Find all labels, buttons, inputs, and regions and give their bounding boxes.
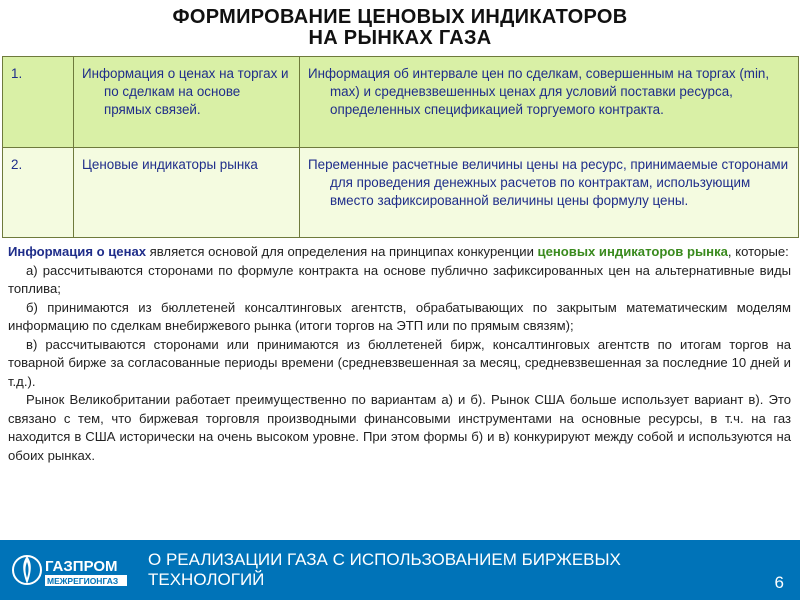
highlight-price-info: Информация о ценах [8,244,147,259]
paragraph-a: а) рассчитываются сторонами по формуле контракта на основе публично зафиксированных цен на альтернативные виды топлива; [8,262,791,296]
table-row [3,57,799,148]
row-title [74,148,300,238]
indicators-table [2,56,799,238]
row-description-text: Переменные расчетные величины цены на ресурс, принимаемые сторонами для проведения денежных расчетов по контрактам, использующим вместо зафиксированной величины цены формулу цены. [308,157,789,208]
paragraph-c: в) рассчитываются сторонами или принимаются из бюллетеней бирж, консалтинговых агентств по итогам торгов на товарной бирже за согласованные периоды времени (средневзвешенная за месяц, средневзвешенная за последние 10 дней и т.д.). [8,336,791,389]
row-number: 2. [3,148,74,238]
body-text [8,243,791,465]
paragraph-b: б) принимаются из бюллетеней консалтинговых агентств, обрабатывающих по закрытым математическим моделям информацию по сделкам внебиржевого рынка (итоги торгов на ЭТП или по прямым связям); [8,299,791,333]
intro-end: , которые: [727,244,789,259]
table-row [3,148,799,238]
row-title [74,57,300,148]
paragraph-d: Рынок Великобритании работает преимущественно по вариантам а) и б). Рынок США больше использует вариант в). Это связано с тем, что биржевая торговля производными финансовыми инструментами на основные ресурсы, в т.ч. на газ находится в США исторически на очень высоком уровне. При этом формы б) и в) конкурируют между собой и используются на обоих рынках. [8,392,791,463]
intro-text: является основой для определения на принципах конкуренции [146,244,538,259]
intro-paragraph [8,243,791,262]
row-number: 1. [3,57,74,148]
flame-icon [13,556,41,584]
logo-sub-text: МЕЖРЕГИОНГАЗ [47,576,119,586]
row-description-text: Информация об интервале цен по сделкам, совершенным на торгах (min, max) и средневзвешенных ценах для условий поставки ресурса, определенных спецификацией торгуемого контракта. [308,66,770,117]
slide-title [0,7,800,49]
row-description [300,148,799,238]
slide-title-line1: ФОРМИРОВАНИЕ ЦЕНОВЫХ ИНДИКАТОРОВ [172,6,628,28]
row-title-text: Ценовые индикаторы рынка [82,157,258,172]
row-description [300,57,799,148]
page-number: 6 [774,573,784,592]
slide-title-line2: НА РЫНКАХ ГАЗА [308,27,492,49]
logo-main-text: ГАЗПРОМ [45,558,118,575]
row-title-text: Информация о ценах на торгах и по сделкам на основе прямых связей. [82,66,289,117]
footer-caption: О РЕАЛИЗАЦИИ ГАЗА С ИСПОЛЬЗОВАНИЕМ БИРЖЕВЫХ ТЕХНОЛОГИЙ [148,550,621,589]
highlight-price-indicators: ценовых индикаторов рынка [537,244,728,259]
gazprom-logo [12,550,130,590]
footer-bar [0,540,800,600]
